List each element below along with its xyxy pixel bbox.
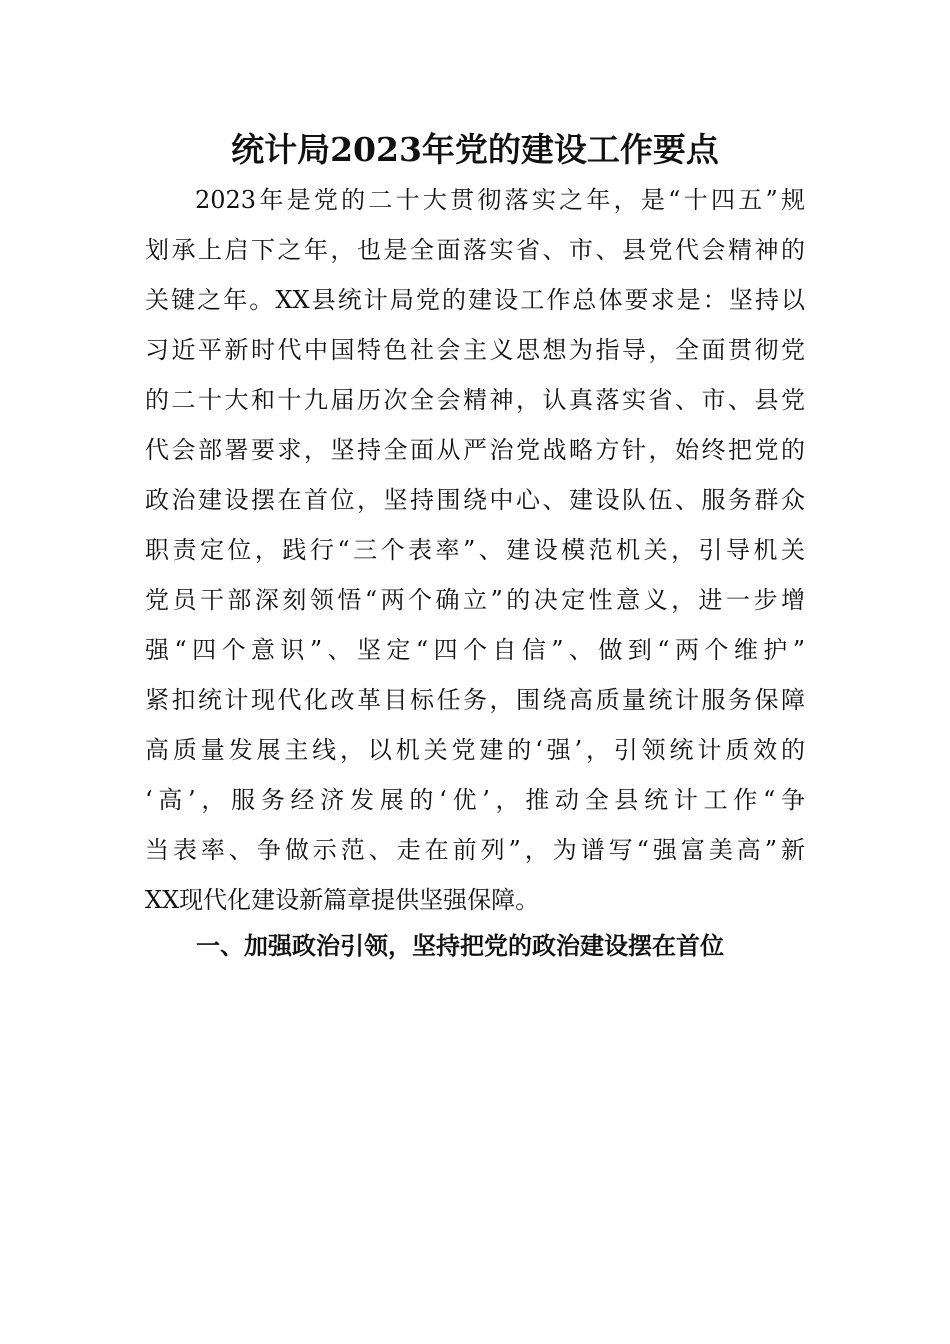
paragraph-line: 习近平新时代中国特色社会主义思想为指导，全面贯彻党 bbox=[145, 336, 805, 364]
document-title: 统计局2023年党的建设工作要点 bbox=[231, 130, 719, 169]
paragraph-line: 高质量发展主线，以机关党建的‘强’，引领统计质效的 bbox=[145, 736, 805, 764]
section-heading: 一、加强政治引领，坚持把党的政治建设摆在首位 bbox=[196, 932, 724, 960]
paragraph-line: 当表率、争做示范、走在前列”，为谱写“强富美高”新 bbox=[145, 836, 805, 864]
paragraph-line: 的二十大和十九届历次全会精神，认真落实省、市、县党 bbox=[145, 386, 805, 414]
paragraph-line: 党员干部深刻领悟“两个确立”的决定性意义，进一步增 bbox=[145, 586, 805, 614]
paragraph-line: 强“四个意识”、坚定“四个自信”、做到“两个维护” bbox=[145, 636, 805, 664]
paragraph-line: 紧扣统计现代化改革目标任务，围绕高质量统计服务保障 bbox=[145, 686, 805, 714]
paragraph-line: XX现代化建设新篇章提供坚强保障。 bbox=[145, 886, 540, 914]
paragraph-line: 关键之年。XX县统计局党的建设工作总体要求是：坚持以 bbox=[145, 286, 805, 314]
paragraph-line: 2023年是党的二十大贯彻落实之年，是“十四五”规 bbox=[195, 186, 805, 214]
paragraph-line: 代会部署要求，坚持全面从严治党战略方针，始终把党的 bbox=[145, 436, 805, 464]
paragraph-line: 职责定位，践行“三个表率”、建设模范机关，引导机关 bbox=[145, 536, 805, 564]
paragraph-line: 划承上启下之年，也是全面落实省、市、县党代会精神的 bbox=[145, 236, 805, 264]
paragraph-line: ‘高’，服务经济发展的‘优’，推动全县统计工作“争 bbox=[145, 786, 805, 814]
paragraph-line: 政治建设摆在首位，坚持围绕中心、建设队伍、服务群众 bbox=[145, 486, 805, 514]
intro-paragraph bbox=[145, 175, 805, 925]
